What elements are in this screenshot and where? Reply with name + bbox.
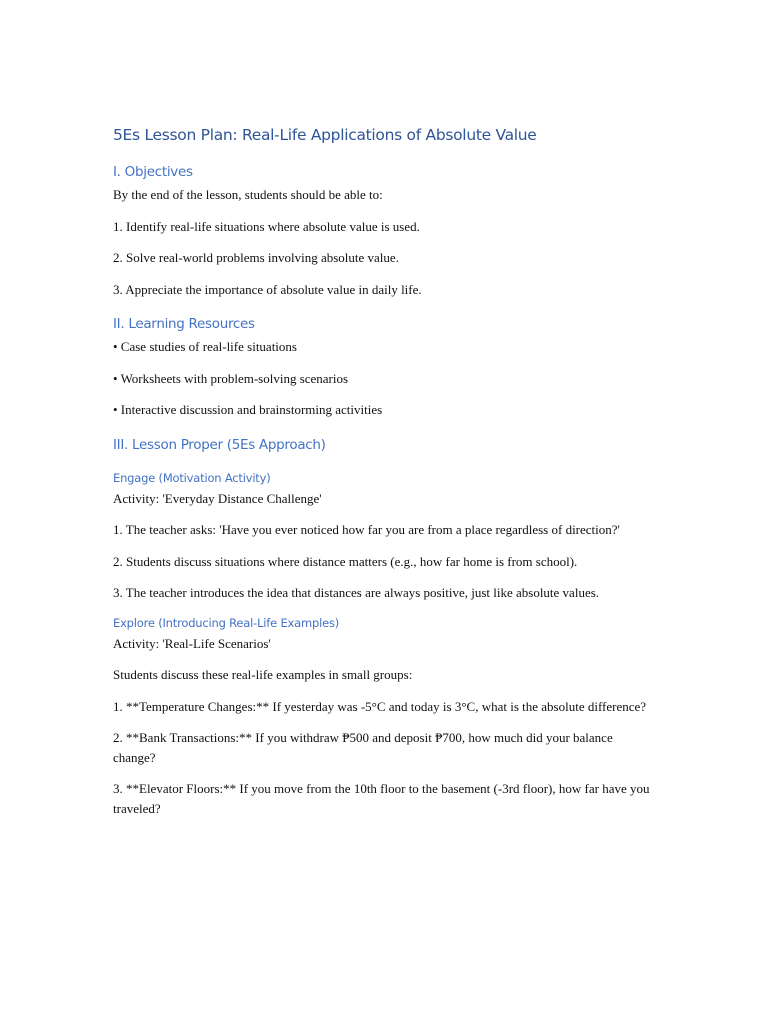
resource-item: • Case studies of real-life situations — [113, 339, 297, 354]
engage-item: 3. The teacher introduces the idea that distances are always positive, just like absolute values. — [113, 585, 600, 600]
explore-item: 3. **Elevator Floors:** If you move from the 10th floor to the basement (-3rd floor), how far have you traveled? — [113, 781, 650, 816]
explore-intro: Students discuss these real-life examples in small groups: — [113, 667, 413, 682]
explore-item: 2. **Bank Transactions:** If you withdraw ₱500 and deposit ₱700, how much did your balance change? — [113, 730, 613, 765]
engage-heading: Engage (Motivation Activity) — [113, 470, 271, 485]
engage-item: 1. The teacher asks: 'Have you ever noticed how far you are from a place regardless of direction?' — [113, 522, 620, 537]
resource-item: • Worksheets with problem-solving scenarios — [113, 370, 349, 386]
objectives-intro: By the end of the lesson, students should be able to: — [113, 187, 383, 202]
objective-item: 2. Solve real-world problems involving absolute value. — [113, 250, 399, 265]
objective-item: 3. Appreciate the importance of absolute value in daily life. — [113, 281, 422, 297]
explore-item: 1. **Temperature Changes:** If yesterday was -5°C and today is 3°C, what is the absolute difference? — [113, 698, 647, 714]
document-body — [113, 124, 658, 830]
engage-item: 2. Students discuss situations where distance matters (e.g., how far home is from school). — [113, 553, 578, 569]
objective-item: 1. Identify real-life situations where absolute value is used. — [113, 218, 420, 234]
explore-heading: Explore (Introducing Real-Life Examples) — [113, 615, 340, 630]
resources-heading: II. Learning Resources — [113, 316, 255, 332]
lesson-proper-heading: III. Lesson Proper (5Es Approach) — [113, 436, 326, 453]
engage-activity: Activity: 'Everyday Distance Challenge' — [113, 490, 322, 506]
resource-item: • Interactive discussion and brainstorming activities — [113, 402, 383, 417]
objectives-heading: I. Objectives — [113, 164, 193, 180]
document-title: 5Es Lesson Plan: Real-Life Applications of Absolute Value — [113, 126, 537, 144]
explore-activity: Activity: 'Real-Life Scenarios' — [113, 635, 271, 651]
